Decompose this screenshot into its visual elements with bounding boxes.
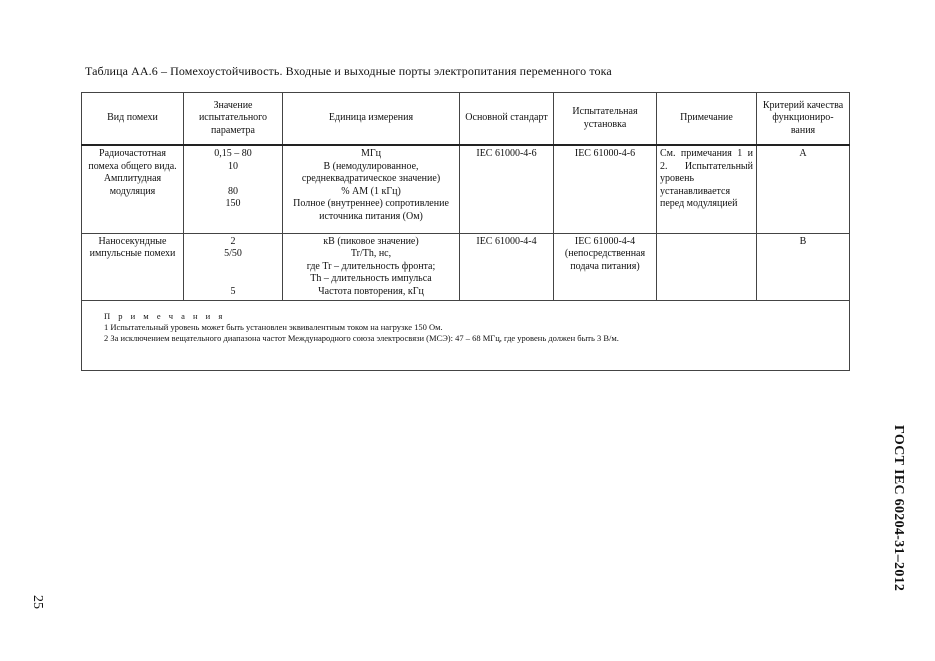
cell-type: Наносекундные импульсные помехи (82, 233, 184, 301)
note-item-1: 1 Испытательный уровень может быть установлен эквивалентным током на нагрузке 150 Ом. (104, 322, 443, 332)
table-title: Таблица АА.6 – Помехоустойчивость. Входные и выходные порты электропитания переменного тока (85, 64, 612, 78)
cell-criterion: А (757, 145, 850, 233)
cell-value: 2 5/50 5 (184, 233, 283, 301)
notes-heading: П р и м е ч а н и я (104, 311, 226, 321)
page-number: 25 (30, 595, 45, 609)
note-item-2: 2 За исключением вещательного диапазона частот Международного союза электросвязи (МСЭ): 47 – 68 МГц, где уровень должен быть 3 В/м. (104, 333, 619, 343)
header-disturbance-type: Вид помехи (82, 93, 184, 146)
header-test-value: Значение испытательного параметра (184, 93, 283, 146)
cell-value: 0,15 – 80 10 80 150 (184, 145, 283, 233)
table-header-row (82, 93, 850, 146)
immunity-table (81, 92, 850, 371)
header-unit: Единица измерения (283, 93, 460, 146)
cell-unit: МГц В (немодулированное, среднеквадратическое значение) % АМ (1 кГц) Полное (внутреннее) сопротивление источника питания (Ом) (283, 145, 460, 233)
header-criterion: Критерий качества функциониро-вания (757, 93, 850, 146)
table-row (82, 145, 850, 233)
table-row (82, 233, 850, 301)
cell-note: См. примечания 1 и 2. Испытательный уровень устанавливается перед модуляцией (657, 145, 757, 233)
cell-note (657, 233, 757, 301)
cell-unit: кВ (пиковое значение) Tr/Th, нс, где Tr – длительность фронта; Th – длительность импульса Частота повторения, кГц (283, 233, 460, 301)
header-note: Примечание (657, 93, 757, 146)
notes-cell (82, 301, 850, 371)
notes-row (82, 301, 850, 371)
cell-setup: IEC 61000-4-6 (554, 145, 657, 233)
cell-standard: IEC 61000-4-4 (460, 233, 554, 301)
cell-criterion: В (757, 233, 850, 301)
header-standard: Основной стандарт (460, 93, 554, 146)
cell-standard: IEC 61000-4-6 (460, 145, 554, 233)
header-test-setup: Испытательная установка (554, 93, 657, 146)
document-code: ГОСТ IEC 60204-31–2012 (891, 425, 906, 592)
cell-type: Радиочастотная помеха общего вида. Амплитудная модуляция (82, 145, 184, 233)
cell-setup: IEC 61000-4-4 (непосредственная подача питания) (554, 233, 657, 301)
